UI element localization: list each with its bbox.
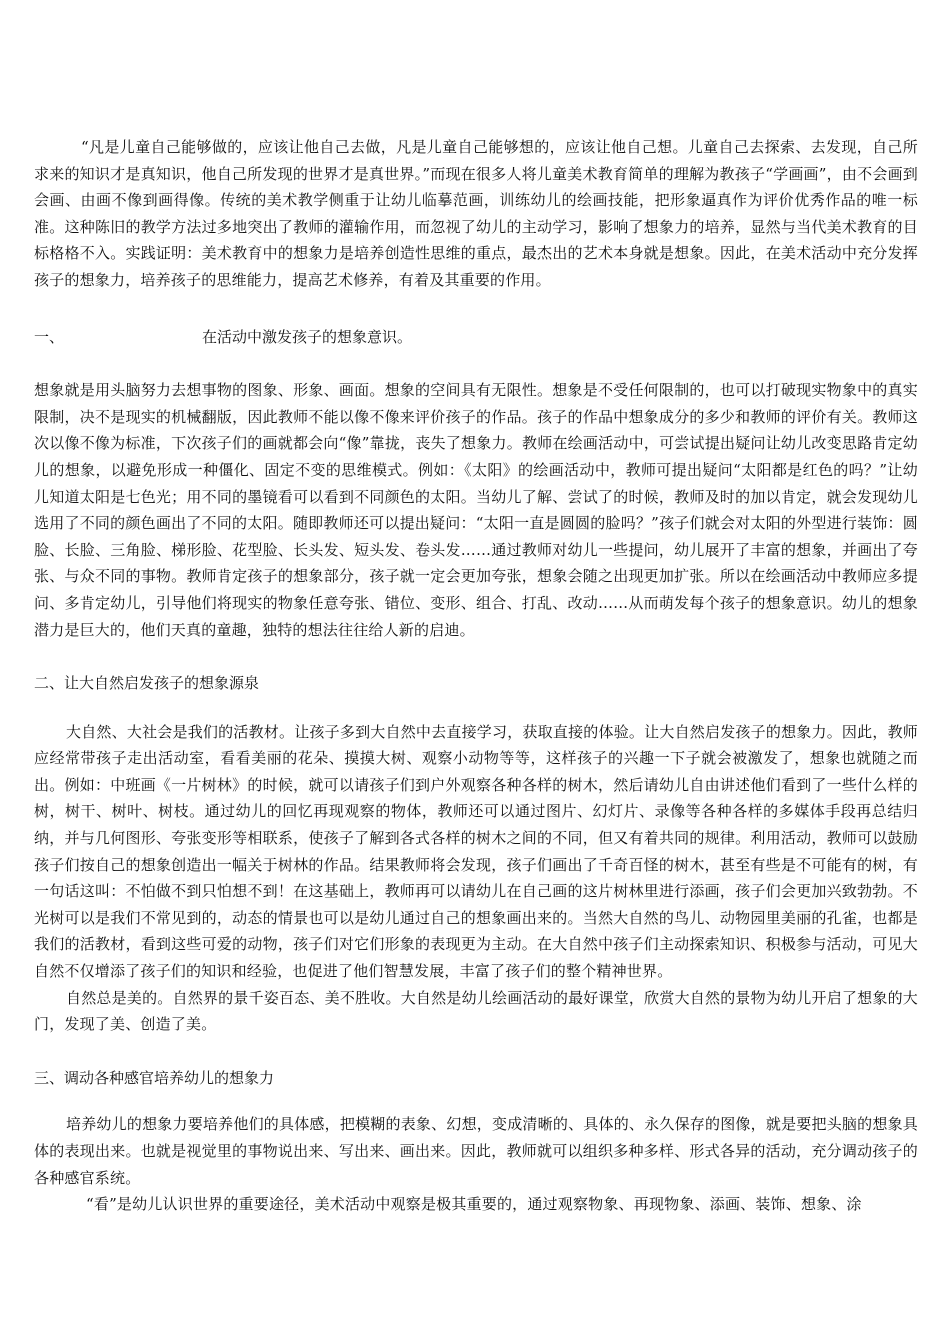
spacer (34, 697, 918, 719)
section-3-paragraph-2: “看”是幼儿认识世界的重要途径，美术活动中观察是极其重要的，通过观察物象、再现物象、添画、装饰、想象、涂 (86, 1195, 862, 1214)
section-2-paragraph-2: 自然总是美的。自然界的景千姿百态、美不胜收。大自然是幼儿绘画活动的最好课堂，欣赏大自然的景物为幼儿开启了想象的大门，发现了美、创造了美。 (34, 988, 918, 1034)
spacer (34, 294, 918, 324)
section-2-heading: 二、让大自然启发孩子的想象源泉 (34, 674, 260, 693)
spacer (34, 643, 918, 670)
section-3-heading: 三、调动各种感官培养幼儿的想象力 (34, 1068, 275, 1087)
document-page (34, 134, 918, 1218)
section-3-paragraph-1: 培养幼儿的想象力要培养他们的具体感，把模糊的表象、幻想，变成清晰的、具体的、永久保存的图像，就是要把头脑的想象具体的表现出来。也就是视觉里的事物说出来、写出来、画出来。因此，教师就可以组织多种多样、形式各异的活动，充分调动孩子的各种感官系统。 (34, 1115, 918, 1187)
section-1-number: 一、 (34, 327, 65, 346)
section-1-paragraph: 想象就是用头脑努力去想事物的图象、形象、画面。想象的空间具有无限性。想象是不受任何限制的，也可以打破现实物象中的真实限制，决不是现实的机械翻版，因此教师不能以像不像来评价孩子的作品。孩子的作品中想象成分的多少和教师的评价有关。教师这次以像不像为标准，下次孩子们的画就都会向“像”靠拢，丧失了想象力。教师在绘画活动中，可尝试提出疑问让幼儿改变思路肯定幼儿的想象，以避免形成一种僵化、固定不变的思维模式。例如：《太阳》的绘画活动中，教师可提出疑问“太阳都是红色的吗？”让幼儿知道太阳是七色光；用不同的墨镜看可以看到不同颜色的太阳。当幼儿了解、尝试了的时候，教师及时的加以肯定，就会发现幼儿选用了不同的颜色画出了不同的太阳。随即教师还可以提出疑问：“太阳一直是圆圆的脸吗？”孩子们就会对太阳的外型进行装饰：圆脸、长脸、三角脸、梯形脸、花型脸、长头发、短头发、卷头发……通过教师对幼儿一些提问，幼儿展开了丰富的想象，并画出了夸张、与众不同的事物。教师肯定孩子的想象部分，孩子就一定会更加夸张，想象会随之出现更加扩张。所以在绘画活动中教师应多提问、多肯定幼儿，引导他们将现实的物象任意夸张、错位、变形、组合、打乱、改动……从而萌发每个孩子的想象意识。幼儿的想象潜力是巨大的，他们天真的童趣，独特的想法往往给人新的启迪。 (34, 381, 918, 639)
intro-paragraph: “凡是儿童自己能够做的，应该让他自己去做，凡是儿童自己能够想的，应该让他自己想。儿童自己去探索、去发现，自己所求来的知识才是真知识，他自己所发现的世界才是真世界。”而现在很多人将儿童美术教育简单的理解为教孩子“学画画”，由不会画到会画、由画不像到画得像。传统的美术教学侧重于让幼儿临摹范画，训练幼儿的绘画技能，把形象逼真作为评价优秀作品的唯一标准。这种陈旧的教学方法过多地突出了教师的灌输作用，而忽视了幼儿的主动学习，影响了想象力的培养，显然与当代美术教育的目标格格不入。实践证明：美术教育中的想象力是培养创造性思维的重点，最杰出的艺术本身就是想象。因此，在美术活动中充分发挥孩子的想象力，培养孩子的思维能力，提高艺术修养，有着及其重要的作用。 (34, 138, 918, 289)
spacer (34, 1038, 918, 1065)
section-1-title: 在活动中激发孩子的想象意识。 (202, 327, 413, 346)
section-1-heading (34, 324, 918, 351)
spacer (34, 350, 918, 377)
spacer (34, 1091, 918, 1111)
section-2-paragraph-1: 大自然、大社会是我们的活教材。让孩子多到大自然中去直接学习，获取直接的体验。让大自然启发孩子的想象力。因此，教师应经常带孩子走出活动室，看看美丽的花朵、摸摸大树、观察小动物等等，这样孩子的兴趣一下子就会被激发了，想象也就随之而出。例如：中班画《一片树林》的时候，就可以请孩子们到户外观察各种各样的树木，然后请幼儿自由讲述他们看到了一些什么样的树，树干、树叶、树枝。通过幼儿的回忆再现观察的物体，教师还可以通过图片、幻灯片、录像等各种各样的多媒体手段再总结归纳，并与几何图形、夸张变形等相联系，使孩子了解到各式各样的树木之间的不同，但又有着共同的规律。利用活动，教师可以鼓励孩子们按自己的想象创造出一幅关于树林的作品。结果教师将会发现，孩子们画出了千奇百怪的树木，甚至有些是不可能有的树，有一句话这叫：不怕做不到只怕想不到！在这基础上，教师再可以请幼儿在自己画的这片树林里进行添画，孩子们会更加兴致勃勃。不光树可以是我们不常见到的，动态的情景也可以是幼儿通过自己的想象画出来的。当然大自然的鸟儿、动物园里美丽的孔雀，也都是我们的活教材，看到这些可爱的动物，孩子们对它们形象的表现更为主动。在大自然中孩子们主动探索知识、积极参与活动，可见大自然不仅增添了孩子们的知识和经验，也促进了他们智慧发展，丰富了孩子们的整个精神世界。 (34, 722, 918, 981)
